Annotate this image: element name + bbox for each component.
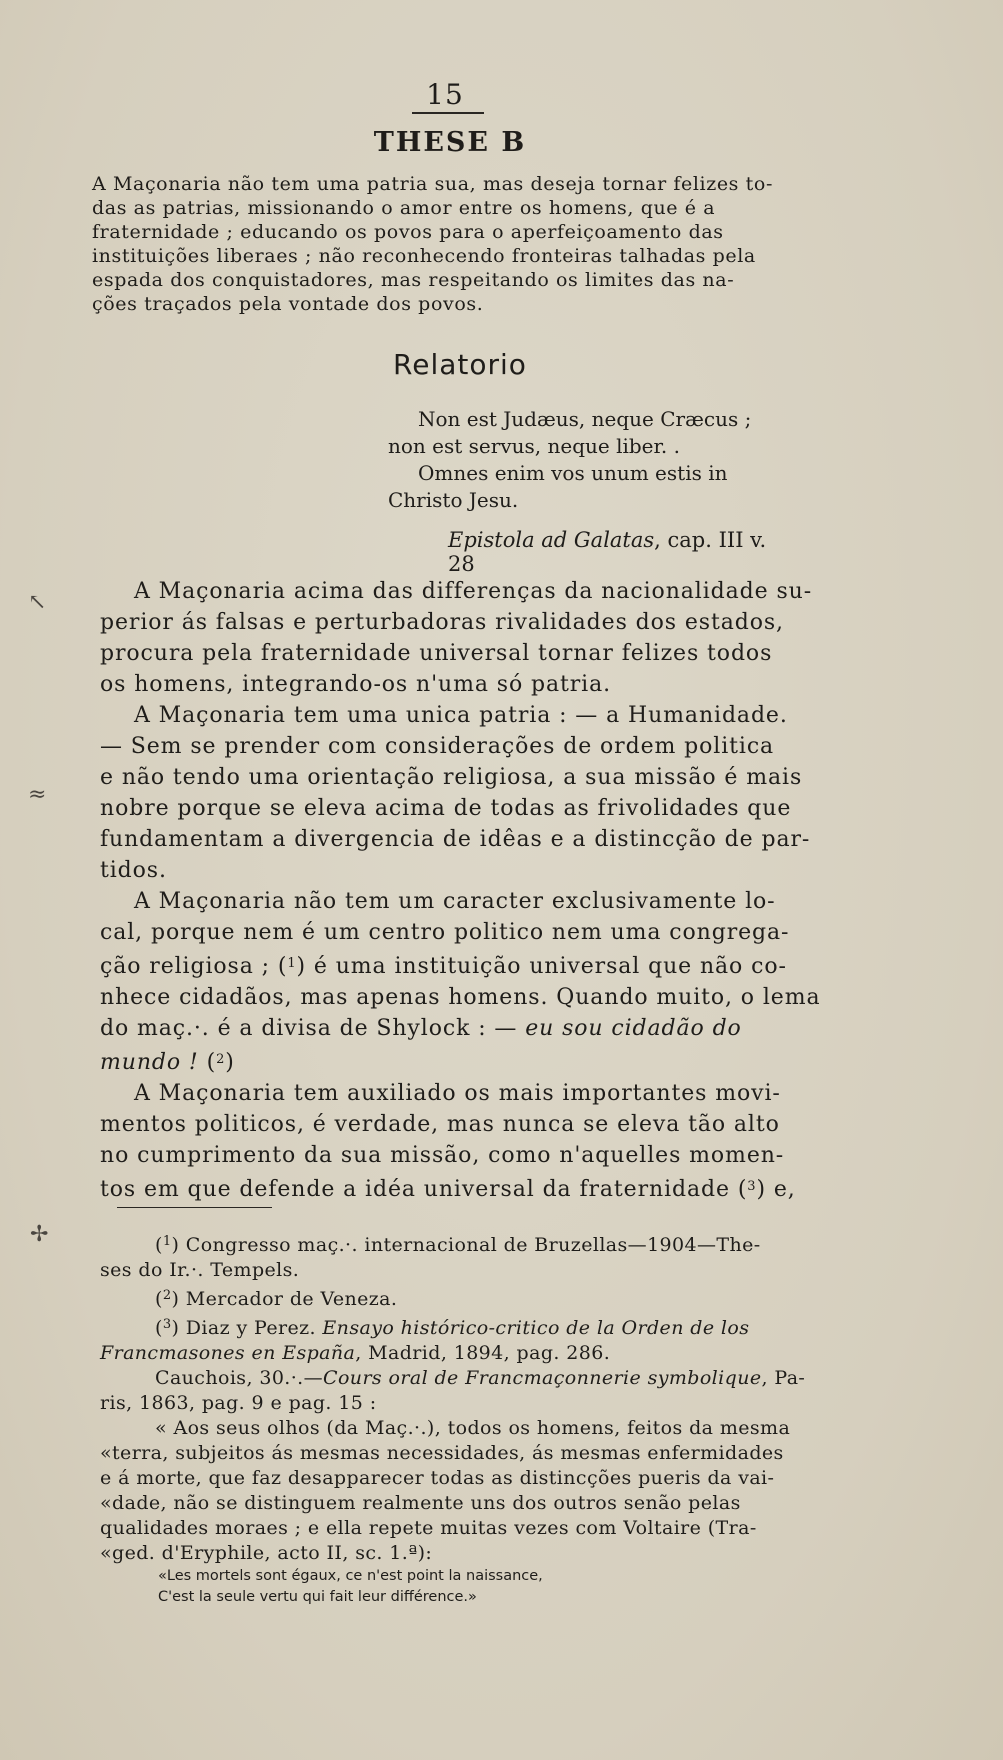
text-line: no cumprimento da sua missão, como n'aquelles momen- (100, 1143, 785, 1168)
footnote-rule (117, 1207, 272, 1208)
margin-mark-icon: ✢ (30, 1222, 49, 1247)
text-line: A Maçonaria tem uma unica patria : — a Humanidade. (134, 703, 788, 728)
text-run: ) e, (756, 1177, 796, 1202)
footnote-line: ($^3$) Diaz y Perez. Ensayo histórico-critico de la Orden de los (155, 1317, 750, 1339)
quote-line: « Aos seus olhos (da Maç.·.), todos os homens, feitos da mesma (155, 1417, 791, 1439)
citation-ref: , cap. III v. 28 (448, 528, 767, 576)
text-run: ) (225, 1050, 235, 1075)
paragraph (100, 576, 815, 700)
text-line: A Maçonaria acima das differenças da nacionalidade su- (134, 579, 813, 604)
quote-line: «terra, subjeitos ás mesmas necessidades, ás mesmas enfermidades (100, 1442, 784, 1464)
text-line: procura pela fraternidade universal tornar felizes todos (100, 641, 773, 666)
section-heading: Relatorio (393, 348, 527, 381)
text-run: ção religiosa ; ( (100, 954, 288, 979)
thesis-line: A Maçonaria não tem uma patria sua, mas deseja tornar felizes to- (92, 173, 773, 195)
epigraph-line: Non est Judæus, neque Cræcus ; (418, 407, 752, 431)
quote-line: qualidades moraes ; e ella repete muitas vezes com Voltaire (Tra- (100, 1517, 757, 1539)
footnotes (100, 1229, 818, 1566)
paragraph (100, 731, 815, 886)
text-run: ) Congresso maç.·. internacional de Bruzellas—1904—The- (171, 1234, 761, 1256)
text-run-italic: Cours oral de Francmaçonnerie symbolique (323, 1367, 762, 1389)
text-run: , Madrid, 1894, pag. 286. (355, 1342, 611, 1364)
quote-line: e á morte, que faz desapparecer todas as distincções pueris da vai- (100, 1467, 775, 1489)
text-run: , Pa- (761, 1367, 806, 1389)
text-line (100, 1044, 815, 1078)
footnote-ref[interactable]: 3 (747, 1179, 757, 1194)
text-line: — Sem se prender com considerações de ordem politica (100, 734, 775, 759)
text-run: do maç.·. é a divisa de Shylock : — (100, 1016, 526, 1041)
text-line (100, 1013, 815, 1044)
text-line: fundamentam a divergencia de idêas e a distincção de par- (100, 827, 811, 852)
text-run: ) Mercador de Veneza. (171, 1288, 398, 1310)
thesis-line: instituições liberaes ; não reconhecendo fronteiras talhadas pela (92, 245, 756, 267)
text-line: A Maçonaria não tem um caracter exclusivamente lo- (134, 889, 776, 914)
body-text (100, 576, 821, 1205)
text-line: nobre porque se eleva acima de todas as frivolidades que (100, 796, 792, 821)
text-run-italic: mundo ! (100, 1050, 199, 1075)
paragraph (100, 1078, 815, 1205)
thesis-title: THESE B (373, 127, 527, 158)
verse-line: «Les mortels sont égaux, ce n'est point la naissance, (158, 1568, 543, 1584)
thesis-line: ções traçados pela vontade dos povos. (92, 293, 484, 315)
footnote-number: 2 (162, 1288, 172, 1303)
footnote-ref[interactable]: 2 (216, 1052, 226, 1067)
text-line: mentos politicos, é verdade, mas nunca se eleva tão alto (100, 1112, 780, 1137)
footnote-line: ($^1$) Congresso maç.·. internacional de Bruzellas—1904—The- (155, 1234, 761, 1256)
epigraph-line: Omnes enim vos unum estis in (418, 461, 728, 485)
text-run: Cauchois, 30.·.— (155, 1367, 324, 1389)
epigraph (388, 406, 818, 514)
footnote-number: 1 (162, 1234, 172, 1249)
text-run: ) Diaz y Perez. (171, 1317, 323, 1339)
text-run: ( (198, 1050, 217, 1075)
text-line (100, 948, 815, 982)
page-number: 15 (426, 78, 464, 111)
text-run: ) é uma instituição universal que não co- (296, 954, 787, 979)
verse-line: C'est la seule vertu qui fait leur différence.» (158, 1589, 477, 1605)
quote-line: «dade, não se distinguem realmente uns dos outros senão pelas (100, 1492, 741, 1514)
citation-work: Epistola ad Galatas (448, 528, 655, 552)
footnote-number: 3 (162, 1317, 172, 1332)
epigraph-line: non est servus, neque liber. . (388, 434, 680, 458)
footnote-line: ($^2$) Mercador de Veneza. (155, 1288, 398, 1310)
footnote-line (100, 1341, 818, 1366)
footnote-line: ses do Ir.·. Tempels. (100, 1259, 300, 1281)
footnote-line: ris, 1863, pag. 9 e pag. 15 : (100, 1392, 377, 1414)
footnote-line (100, 1366, 818, 1391)
text-line (100, 1171, 815, 1205)
thesis-line: espada dos conquistadores, mas respeitando os limites das na- (92, 269, 735, 291)
quote-line: «ged. d'Eryphile, acto II, sc. 1.ª): (100, 1542, 433, 1564)
text-line: A Maçonaria tem auxiliado os mais importantes movi- (134, 1081, 781, 1106)
paragraph (100, 700, 815, 731)
thesis-statement (92, 172, 820, 316)
text-line: cal, porque nem é um centro politico nem uma congrega- (100, 920, 790, 945)
text-run-italic: eu sou cidadão do (525, 1016, 742, 1041)
text-run-italic: Francmasones en España (100, 1342, 356, 1364)
text-run: tos em que defende a idéa universal da fraternidade ( (100, 1177, 748, 1202)
paragraph (100, 886, 821, 1078)
text-run-italic: Ensayo histórico-critico de la Orden de los (322, 1317, 750, 1339)
text-line: tidos. (100, 858, 167, 883)
epigraph-line: Christo Jesu. (388, 488, 519, 512)
epigraph-citation (448, 528, 788, 576)
margin-mark-icon: ≈ (28, 782, 47, 807)
footnote-ref[interactable]: 1 (287, 956, 297, 971)
thesis-line: das as patrias, missionando o amor entre os homens, que é a (92, 197, 716, 219)
margin-mark-icon: ↖ (28, 590, 47, 615)
verse-quote (158, 1566, 638, 1608)
text-line: nhece cidadãos, mas apenas homens. Quando muito, o lema (100, 985, 821, 1010)
page-number-rule (412, 112, 484, 114)
text-line: e não tendo uma orientação religiosa, a sua missão é mais (100, 765, 803, 790)
thesis-line: fraternidade ; educando os povos para o aperfeiçoamento das (92, 221, 724, 243)
text-line: perior ás falsas e perturbadoras rivalidades dos estados, (100, 610, 784, 635)
text-line: os homens, integrando-os n'uma só patria. (100, 672, 611, 697)
